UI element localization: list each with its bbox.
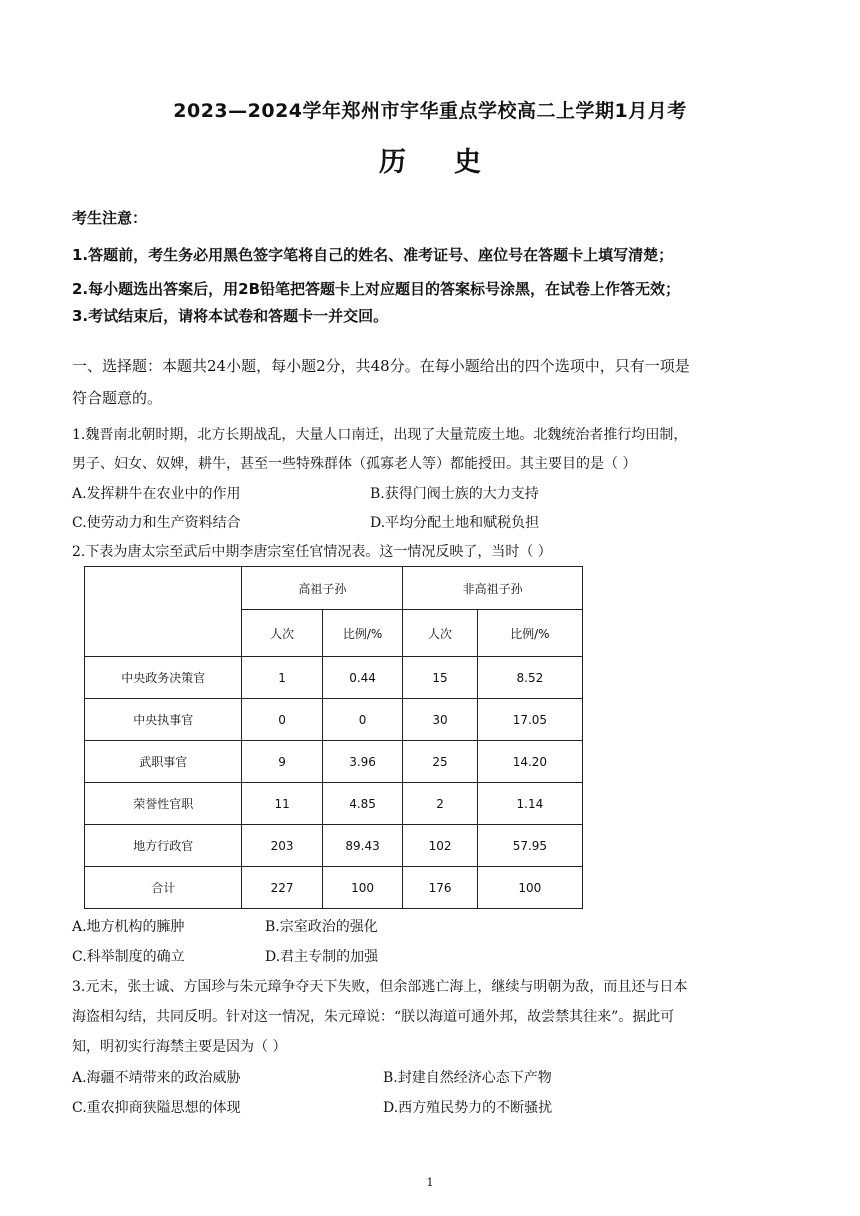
table-cell: 地方行政官 bbox=[85, 825, 242, 867]
table-cell: 合计 bbox=[85, 867, 242, 909]
q1-option-b: B.获得门阀士族的大力支持 bbox=[370, 486, 539, 502]
table-row bbox=[85, 699, 583, 741]
table-cell: 3.96 bbox=[322, 741, 403, 783]
table-group-header: 高祖子孙 bbox=[242, 567, 403, 610]
table-row bbox=[85, 657, 583, 699]
subject-title: 历史 bbox=[379, 147, 529, 178]
table-cell: 102 bbox=[403, 825, 477, 867]
table-cell: 100 bbox=[477, 867, 582, 909]
q2-option-c: C.科举制度的确立 bbox=[72, 949, 185, 965]
table-row bbox=[85, 867, 583, 909]
table-cell: 15 bbox=[403, 657, 477, 699]
table-cell: 203 bbox=[242, 825, 322, 867]
q1-option-c: C.使劳动力和生产资料结合 bbox=[72, 515, 241, 531]
table-row bbox=[85, 741, 583, 783]
section-intro-line2: 符合题意的。 bbox=[72, 389, 163, 407]
table-cell: 227 bbox=[242, 867, 322, 909]
q2-option-a: A.地方机构的臃肿 bbox=[72, 919, 185, 935]
section-intro-line1: 一、选择题：本题共24小题，每小题2分，共48分。在每小题给出的四个选项中，只有一项是 bbox=[72, 357, 690, 375]
table-cell: 100 bbox=[322, 867, 403, 909]
table-cell: 17.05 bbox=[477, 699, 582, 741]
q3-option-a: A.海疆不靖带来的政治威胁 bbox=[72, 1070, 241, 1086]
page-number: 1 bbox=[426, 1176, 434, 1189]
table-cell: 14.20 bbox=[477, 741, 582, 783]
q3-stem-line1: 3.元末，张士诚、方国珍与朱元璋争夺天下失败，但余部逃亡海上，继续与明朝为敌，而且还与日本 bbox=[72, 979, 688, 995]
q1-option-d: D.平均分配土地和赋税负担 bbox=[370, 515, 540, 531]
q3-stem-line3: 知，明初实行海禁主要是因为（ ） bbox=[72, 1039, 287, 1055]
table-cell: 89.43 bbox=[322, 825, 403, 867]
table-cell: 0 bbox=[322, 699, 403, 741]
table-cell: 4.85 bbox=[322, 783, 403, 825]
table-cell: 中央执事官 bbox=[85, 699, 242, 741]
table-cell: 1.14 bbox=[477, 783, 582, 825]
notice-item-2: 2.每小题选出答案后，用2B铅笔把答题卡上对应题目的答案标号涂黑，在试卷上作答无效； bbox=[72, 280, 681, 298]
table-subheader: 人次 bbox=[403, 610, 477, 657]
table-cell: 0 bbox=[242, 699, 322, 741]
q3-option-c: C.重农抑商狭隘思想的体现 bbox=[72, 1100, 241, 1116]
table-cell: 57.95 bbox=[477, 825, 582, 867]
table-corner-cell bbox=[85, 567, 242, 657]
table-cell: 25 bbox=[403, 741, 477, 783]
table-subheader: 比例/% bbox=[477, 610, 582, 657]
q2-option-b: B.宗室政治的强化 bbox=[265, 919, 378, 935]
q1-stem-line2: 男子、妇女、奴婢，耕牛，甚至一些特殊群体（孤寡老人等）都能授田。其主要目的是（ ） bbox=[72, 456, 637, 472]
notice-item-3: 3.考试结束后，请将本试卷和答题卡一并交回。 bbox=[72, 307, 389, 325]
officials-table bbox=[84, 566, 583, 909]
q3-option-b: B.封建自然经济心态下产物 bbox=[383, 1070, 552, 1086]
exam-title: 2023—2024学年郑州市宇华重点学校高二上学期1月月考 bbox=[173, 100, 687, 122]
table-cell: 荣誉性官职 bbox=[85, 783, 242, 825]
table-group-header: 非高祖子孙 bbox=[403, 567, 583, 610]
q2-stem: 2.下表为唐太宗至武后中期李唐宗室任官情况表。这一情况反映了，当时（ ） bbox=[72, 544, 552, 560]
q1-stem-line1: 1.魏晋南北朝时期，北方长期战乱，大量人口南迁，出现了大量荒废土地。北魏统治者推行均田制， bbox=[72, 427, 688, 443]
q3-stem-line2: 海盗相勾结，共同反明。针对这一情况，朱元璋说：“朕以海道可通外邦，故尝禁其往来”。据此可 bbox=[72, 1009, 675, 1025]
table-cell: 30 bbox=[403, 699, 477, 741]
table-cell: 9 bbox=[242, 741, 322, 783]
q1-option-a: A.发挥耕牛在农业中的作用 bbox=[72, 486, 241, 502]
notice-item-1: 1.答题前，考生务必用黑色签字笔将自己的姓名、准考证号、座位号在答题卡上填写清楚； bbox=[72, 246, 674, 264]
table-subheader: 人次 bbox=[242, 610, 322, 657]
table-cell: 1 bbox=[242, 657, 322, 699]
table-cell: 2 bbox=[403, 783, 477, 825]
table-cell: 8.52 bbox=[477, 657, 582, 699]
table-subheader: 比例/% bbox=[322, 610, 403, 657]
table-cell: 0.44 bbox=[322, 657, 403, 699]
notice-heading: 考生注意： bbox=[72, 209, 148, 227]
table-cell: 武职事官 bbox=[85, 741, 242, 783]
table-cell: 11 bbox=[242, 783, 322, 825]
table-row bbox=[85, 825, 583, 867]
q3-option-d: D.西方殖民势力的不断骚扰 bbox=[383, 1100, 553, 1116]
table-row bbox=[85, 783, 583, 825]
table-cell: 中央政务决策官 bbox=[85, 657, 242, 699]
q2-option-d: D.君主专制的加强 bbox=[265, 949, 379, 965]
table-cell: 176 bbox=[403, 867, 477, 909]
